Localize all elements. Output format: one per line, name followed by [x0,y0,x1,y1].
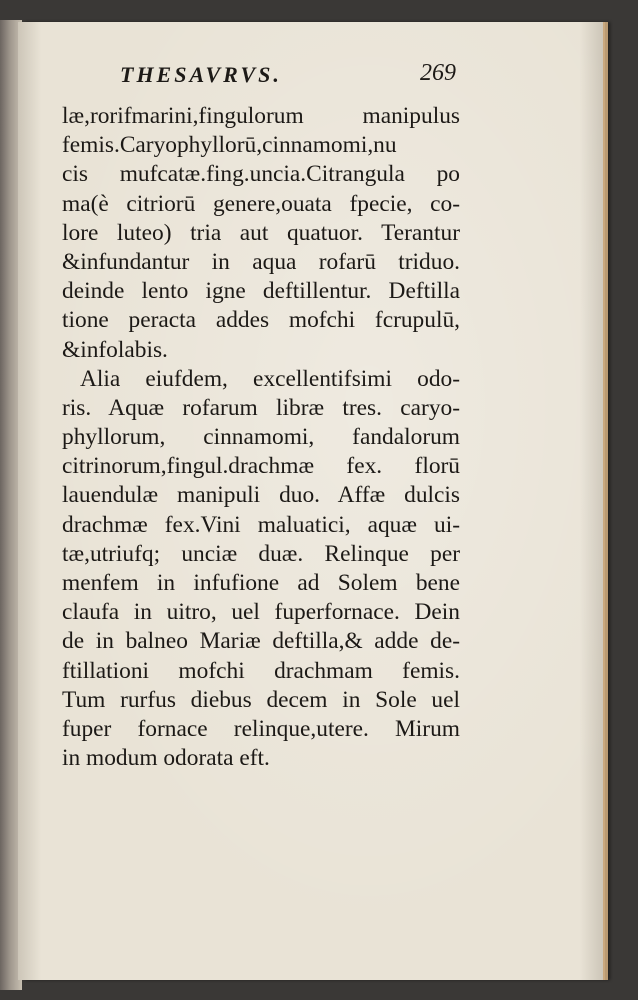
text-line: lauendulæ manipuli duo. Affæ dulcis [62,482,460,509]
running-title: THESAVRVS. [120,62,282,87]
text-line: menfem in infufione ad Solem bene [62,570,460,596]
text-line: claufa in uitro, uel fuperfornace. Dein [62,599,460,626]
text-line: tione peracta addes mofchi fcrupulū, [62,307,460,334]
text-line: phyllorum, cinnamomi, fandalorum [62,424,460,451]
text-line: læ,rorifmarini,fingulorum manipulus [62,103,460,129]
text-line: tæ,utriufq; unciæ duæ. Relinque per [62,540,460,567]
text-line: ma(è citriorū genere,ouata fpecie, co- [62,190,460,217]
page-number: 269 [420,60,456,86]
text-line: de in balneo Mariæ deftilla,& adde de- [62,628,460,655]
body-text [62,102,460,773]
text-line: deinde lento igne deftillentur. Deftilla [62,278,460,305]
text-line: ftillationi mofchi drachmam femis. [62,657,460,684]
text-line: femis.Caryophyllorū,cinnamomi,nu [62,132,397,159]
text-line: ris. Aquæ rofarum libræ tres. caryo- [62,394,460,421]
text-line: &infolabis. [62,336,168,363]
text-line: Alia eiufdem, excellentifsimi odo- [80,365,460,392]
text-line: citrinorum,fingul.drachmæ fex. florū [62,453,460,480]
text-line: lore luteo) tria aut quatuor. Terantur [62,219,460,246]
text-line: in modum odorata eft. [62,745,270,772]
text-line: cis mufcatæ.fing.uncia.Citrangula po [62,161,460,188]
page-header [120,62,456,96]
text-line: &infundantur in aqua rofarū triduo. [62,248,460,275]
text-line: Tum rurfus diebus decem in Sole uel [62,686,460,713]
text-line: drachmæ fex.Vini maluatici, aquæ ui- [62,511,460,538]
text-line: fuper fornace relinque,utere. Mirum [62,715,460,742]
